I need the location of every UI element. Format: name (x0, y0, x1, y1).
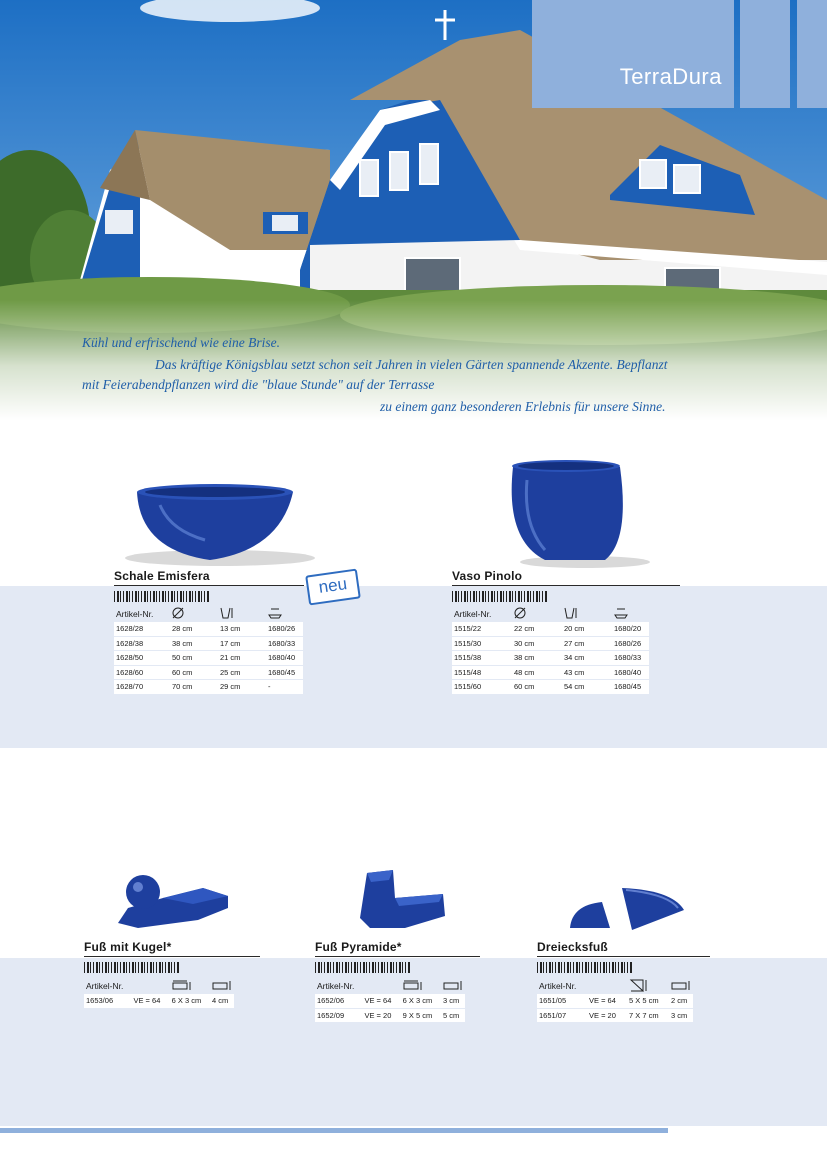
spec-cell: 21 cm (218, 651, 266, 666)
spec-row (114, 680, 303, 695)
spec-cell: 22 cm (512, 622, 562, 636)
spec-table (114, 606, 303, 695)
spec-cell: 48 cm (512, 665, 562, 680)
spec-cell: 5 cm (441, 1008, 465, 1023)
spec-cell: 1680/40 (266, 651, 303, 666)
spec-cell: 1680/45 (612, 680, 649, 695)
spec-row (452, 622, 649, 636)
product-title: Vaso Pinolo (452, 569, 523, 583)
spec-cell: 1515/30 (452, 636, 512, 651)
title-rule (84, 956, 260, 957)
spec-cell: 38 cm (512, 651, 562, 666)
spec-cell: 3 cm (669, 1008, 693, 1023)
spec-row (452, 636, 649, 651)
spec-cell: 34 cm (562, 651, 612, 666)
title-rule (452, 585, 680, 586)
triangle-foot-image (562, 880, 692, 935)
spec-row (315, 994, 465, 1008)
spec-row (114, 636, 303, 651)
spec-cell: 1628/60 (114, 665, 170, 680)
spec-row (452, 665, 649, 680)
barcode (84, 962, 179, 973)
spec-cell: 28 cm (170, 622, 218, 636)
title-rule (537, 956, 710, 957)
spec-cell: 13 cm (218, 622, 266, 636)
intro-text: mit Feierabendpflanzen wird die "blaue Stunde" auf der Terrasse (82, 377, 435, 392)
diameter-icon (172, 607, 184, 619)
spec-cell: 30 cm (512, 636, 562, 651)
footprint-size-icon (172, 979, 192, 991)
spec-cell: 2 cm (669, 994, 693, 1008)
intro-text: Kühl und erfrischend wie eine Brise. (82, 335, 280, 350)
spec-cell: 29 cm (218, 680, 266, 695)
spec-header-row (537, 978, 693, 994)
spec-cell: 1652/06 (315, 994, 362, 1008)
spec-row (537, 1008, 693, 1023)
spec-cell: 4 cm (210, 994, 234, 1008)
spec-cell: 1680/20 (612, 622, 649, 636)
spec-row (114, 651, 303, 666)
spec-cell: 6 X 3 cm (401, 994, 441, 1008)
foot-ball-image (108, 868, 238, 933)
spec-cell: 9 X 5 cm (401, 1008, 441, 1023)
barcode (452, 591, 547, 602)
spec-cell: 1680/45 (266, 665, 303, 680)
title-rule (315, 956, 480, 957)
spec-cell: 1680/33 (612, 651, 649, 666)
foot-height-icon (212, 979, 232, 991)
product-title: Fuß Pyramide* (315, 940, 402, 954)
brand-name: TerraDura (619, 64, 722, 89)
spec-cell: 3 cm (441, 994, 465, 1008)
saucer-icon (268, 607, 282, 619)
spec-cell: 50 cm (170, 651, 218, 666)
barcode (114, 591, 209, 602)
brand-tab-accent (740, 0, 790, 108)
spec-cell: 70 cm (170, 680, 218, 695)
spec-cell: VE = 64 (587, 994, 627, 1008)
spec-cell: 20 cm (562, 622, 612, 636)
spec-table (84, 978, 234, 1009)
spec-header-row (315, 978, 465, 994)
bowl-emisfera-image (110, 470, 320, 570)
spec-cell: 27 cm (562, 636, 612, 651)
article-number-label: Artikel-Nr. (317, 981, 355, 991)
spec-cell: 1628/70 (114, 680, 170, 695)
spec-header-row (84, 978, 234, 994)
spec-row (452, 651, 649, 666)
spec-cell: 1680/40 (612, 665, 649, 680)
spec-cell: VE = 20 (587, 1008, 627, 1023)
spec-cell: 1628/50 (114, 651, 170, 666)
spec-table (315, 978, 465, 1023)
spec-cell: 1680/26 (612, 636, 649, 651)
foot-height-icon (443, 979, 463, 991)
article-number-label: Artikel-Nr. (86, 981, 124, 991)
footer-rule (0, 1128, 668, 1133)
product-title: Fuß mit Kugel* (84, 940, 172, 954)
spec-header-row (114, 606, 303, 622)
spec-row (537, 994, 693, 1008)
spec-cell: 17 cm (218, 636, 266, 651)
spec-cell: 1653/06 (84, 994, 131, 1008)
spec-cell: VE = 64 (131, 994, 169, 1008)
foot-height-icon (671, 979, 691, 991)
spec-cell: 54 cm (562, 680, 612, 695)
spec-cell: 6 X 3 cm (170, 994, 210, 1008)
spec-cell: 5 X 5 cm (627, 994, 669, 1008)
spec-cell: 1515/38 (452, 651, 512, 666)
barcode (315, 962, 410, 973)
foot-pyramid-image (355, 868, 455, 933)
barcode (537, 962, 632, 973)
spec-cell: 1651/07 (537, 1008, 587, 1023)
spec-cell: 7 X 7 cm (627, 1008, 669, 1023)
spec-cell: 1680/33 (266, 636, 303, 651)
intro-text: zu einem ganz besonderen Erlebnis für unsere Sinne. (380, 399, 666, 414)
spec-row (452, 680, 649, 695)
product-title: Dreiecksfuß (537, 940, 608, 954)
triangle-size-icon (629, 978, 649, 992)
pot-height-icon (220, 607, 234, 619)
spec-cell: 43 cm (562, 665, 612, 680)
spec-row (114, 622, 303, 636)
pot-height-icon (564, 607, 578, 619)
spec-table (452, 606, 649, 695)
article-number-label: Artikel-Nr. (116, 609, 154, 619)
spec-cell: 60 cm (170, 665, 218, 680)
spec-cell: 1651/05 (537, 994, 587, 1008)
spec-cell: 1515/22 (452, 622, 512, 636)
saucer-icon (614, 607, 628, 619)
article-number-label: Artikel-Nr. (539, 981, 577, 991)
vase-pinolo-image (505, 455, 655, 570)
intro-text: Das kräftige Königsblau setzt schon seit Jahren in vielen Gärten spannende Akzente. Bepflanzt (155, 357, 668, 372)
spec-cell: 1628/38 (114, 636, 170, 651)
brand-tab-accent (797, 0, 827, 108)
brand-tab (532, 0, 734, 108)
diameter-icon (514, 607, 526, 619)
spec-cell: 1515/60 (452, 680, 512, 695)
spec-cell: 1628/28 (114, 622, 170, 636)
spec-cell: 38 cm (170, 636, 218, 651)
spec-cell: VE = 64 (362, 994, 400, 1008)
spec-cell: 1680/26 (266, 622, 303, 636)
spec-row (315, 1008, 465, 1023)
spec-cell: VE = 20 (362, 1008, 400, 1023)
spec-cell: 25 cm (218, 665, 266, 680)
spec-row (84, 994, 234, 1008)
spec-cell: - (266, 680, 303, 695)
spec-header-row (452, 606, 649, 622)
spec-cell: 60 cm (512, 680, 562, 695)
spec-cell: 1515/48 (452, 665, 512, 680)
new-badge: neu (305, 569, 361, 606)
spec-cell: 1652/09 (315, 1008, 362, 1023)
product-title: Schale Emisfera (114, 569, 210, 583)
article-number-label: Artikel-Nr. (454, 609, 492, 619)
spec-table (537, 978, 693, 1023)
title-rule (114, 585, 304, 586)
footprint-size-icon (403, 979, 423, 991)
spec-row (114, 665, 303, 680)
